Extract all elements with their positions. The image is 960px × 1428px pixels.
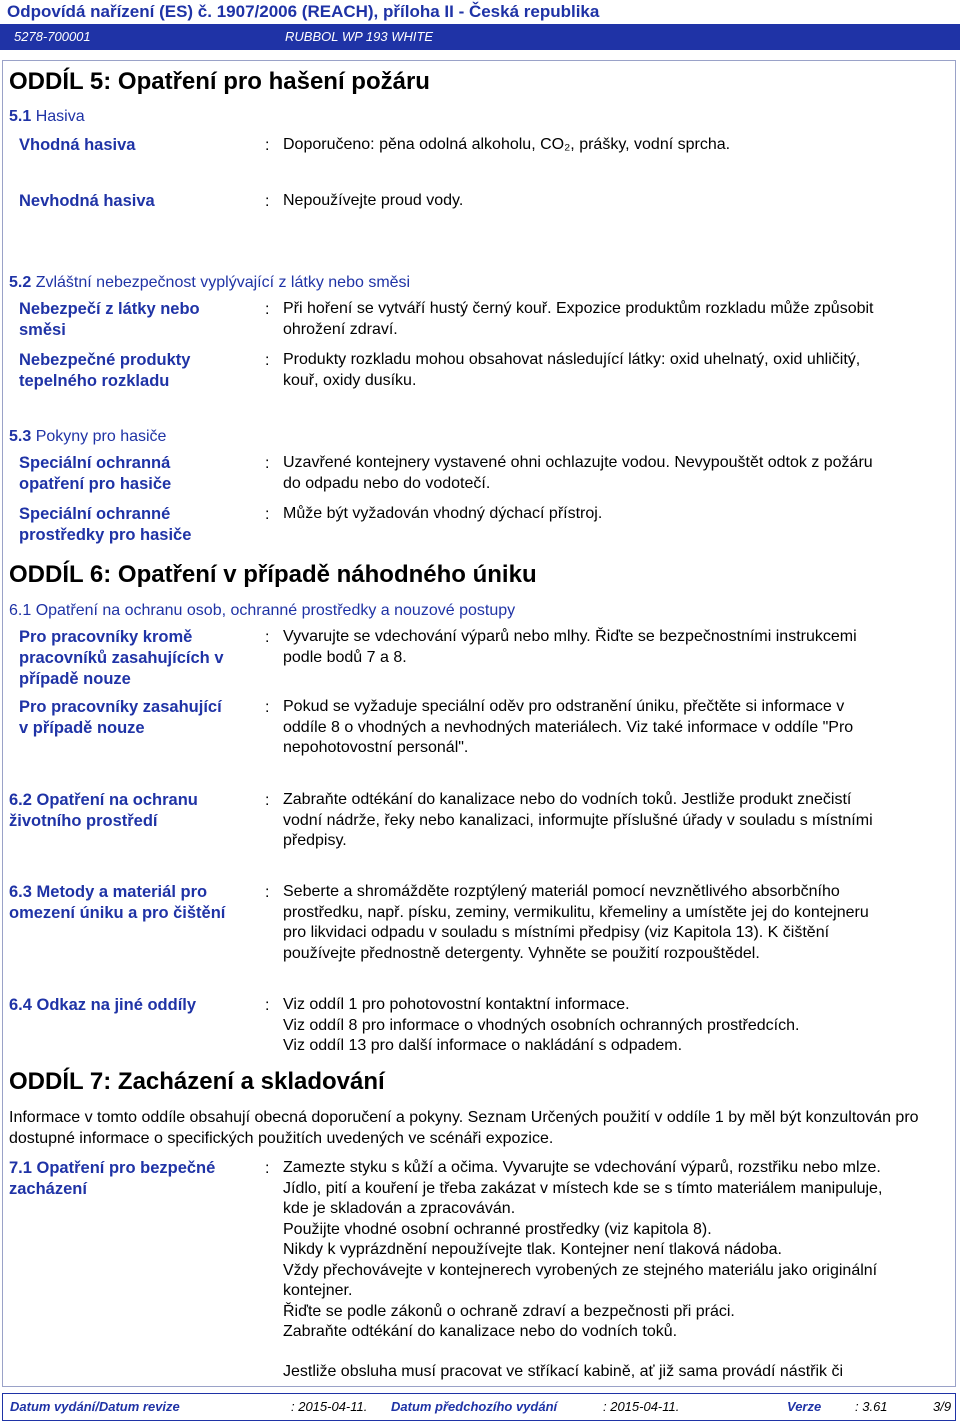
subsection-text: Pokyny pro hasiče [35,428,167,445]
subsection-text: Hasiva [35,108,85,125]
unsuitable-media-value: Nepoužívejte proud vody. [283,192,464,209]
non-emergency-value: Vyvarujte se vdechování výparů nebo mlhy. Řiďte se bezpečnostními instrukcemi podle bodů 7 a 8. [283,628,857,666]
colon: : [265,352,270,369]
environmental-value: Zabraňte odtékání do kanalizace nebo do vodních toků. Jestliže produkt znečistí vodní nádrže, řeky nebo kanalizaci, informujte příslušné úřady v souladu s místními předpisy. [283,791,873,849]
page-number: 3/9 [933,1399,952,1414]
product-name: RUBBOL WP 193 WHITE [285,29,434,44]
protective-actions-value: Uzavřené kontejnery vystavené ohni ochlazujte vodou. Nevypouštět odtok z požáru do odpadu nebo do vodotečí. [283,454,873,492]
previous-date-label: Datum předchozího vydání [391,1399,558,1414]
protective-equipment-value: Může být vyžadován vhodný dýchací přístroj. [283,505,603,522]
non-emergency-label: Pro pracovníky kromě pracovníků zasahujících v případě nouze [19,628,224,688]
version-label: Verze [787,1399,822,1414]
subsection-5-3 [9,427,166,447]
section-5-title: ODDÍL 5: Opatření pro hašení požáru [9,68,430,95]
colon: : [265,137,270,154]
colon: : [265,301,270,318]
suitable-media-value: Doporučeno: pěna odolná alkoholu, CO₂, prášky, vodní sprcha. [283,136,731,153]
subsection-text: Zvláštní nebezpečnost vyplývající z látky nebo směsi [35,274,411,291]
section-7-title: ODDÍL 7: Zacházení a skladování [9,1068,385,1095]
references-label: 6.4 Odkaz na jiné oddíly [9,996,197,1014]
colon: : [265,193,270,210]
safe-handling-label: 7.1 Opatření pro bezpečné zacházení [9,1159,216,1198]
environmental-label: 6.2 Opatření na ochranu životního prostředí [9,791,198,830]
footer [2,1393,956,1421]
subsection-number: 5.1 [9,108,32,125]
colon: : [265,792,270,809]
subsection-number: 5.2 [9,274,32,291]
safe-handling-value-cont: Jestliže obsluha musí pracovat ve stříkací kabině, ať již sama provádí nástřik či [283,1363,844,1380]
product-code: 5278-700001 [14,29,91,44]
unsuitable-media-label: Nevhodná hasiva [19,192,155,210]
subsection-6-1: 6.1 Opatření na ochranu osob, ochranné prostředky a nouzové postupy [9,602,516,619]
decomposition-label: Nebezpečné produkty tepelného rozkladu [19,351,191,390]
hazard-value: Při hoření se vytváří hustý černý kouř. Expozice produktům rozkladu může způsobit ohrožení zdraví. [283,300,874,338]
decomposition-value: Produkty rozkladu mohou obsahovat následující látky: oxid uhelnatý, oxid uhličitý, kouř, oxidy dusíku. [283,351,861,389]
version-value: : 3.61 [855,1399,888,1414]
regulation-title: Odpovídá nařízení (ES) č. 1907/2006 (REACH), příloha II - Česká republika [7,2,600,21]
colon: : [265,884,270,901]
subsection-number: 5.3 [9,428,32,445]
section-7-intro: Informace v tomto oddíle obsahují obecná doporučení a pokyny. Seznam Určených použití v oddíle 1 by měl být konzultován pro dostupné informace o specifických použitích uvedených ve scénáři expozice. [9,1109,919,1147]
previous-date-value: : 2015-04-11. [603,1399,680,1414]
hazard-label: Nebezpečí z látky nebo směsi [19,300,200,339]
section-6-title: ODDÍL 6: Opatření v případě náhodného úniku [9,561,537,588]
colon: : [265,997,270,1014]
references-value: Viz oddíl 1 pro pohotovostní kontaktní informace. Viz oddíl 8 pro informace o vhodných osobních ochranných prostředcích. Viz oddíl 13 pro další informace o nakládání s odpadem. [283,996,800,1054]
suitable-media-label: Vhodná hasiva [19,136,136,154]
product-bar [0,24,960,50]
colon: : [265,506,270,523]
containment-value: Seberte a shromážděte rozptýlený materiál pomocí nevznětlivého absorbčního prostředku, např. písku, zeminy, vermikulitu, křemeliny a umístěte jej do kontejneru pro likvidaci odpadu v souladu s místními předpisy (viz Kapitola 13). K čištění používejte přednostně detergenty. Vyhněte se použití rozpouštědel. [283,883,869,962]
emergency-responders-label: Pro pracovníky zasahující v případě nouze [19,698,222,737]
containment-label: 6.3 Metody a materiál pro omezení úniku a pro čištění [9,883,226,922]
safe-handling-value: Zamezte styku s kůží a očima. Vyvarujte se vdechování výparů, rozstřiku nebo mlze. Jídlo, pití a kouření je třeba zakázat v místech kde se s tímto materiálem manipuluje, kde je skladován a zpracováván. Použijte vhodné osobní ochranné prostředky (viz kapitola 8). Nikdy k vyprázdnění nepoužívejte tlak. Kontejner není tlaková nádoba. Vždy přechovávejte v kontejnerech vyrobených ze stejného materiálu jako originální kontejner. Řiďte se podle zákonů o ochraně zdraví a bezpečnosti při práci. Zabraňte odtékání do kanalizace nebo do vodních toků. [283,1159,883,1340]
colon: : [265,699,270,716]
colon: : [265,629,270,646]
issue-date-value: : 2015-04-11. [291,1399,368,1414]
subsection-5-1 [9,107,85,127]
protective-actions-label: Speciální ochranná opatření pro hasiče [19,454,172,493]
issue-date-label: Datum vydání/Datum revize [10,1399,180,1414]
emergency-responders-value: Pokud se vyžaduje speciální oděv pro odstranění úniku, přečtěte si informace v oddíle 8 o vhodných a nevhodných materiálech. Viz také informace v oddíle "Pro nepohotovostní personál". [283,698,854,756]
subsection-5-2 [9,273,410,293]
colon: : [265,1160,270,1177]
protective-equipment-label: Speciální ochranné prostředky pro hasiče [19,505,192,544]
colon: : [265,455,270,472]
